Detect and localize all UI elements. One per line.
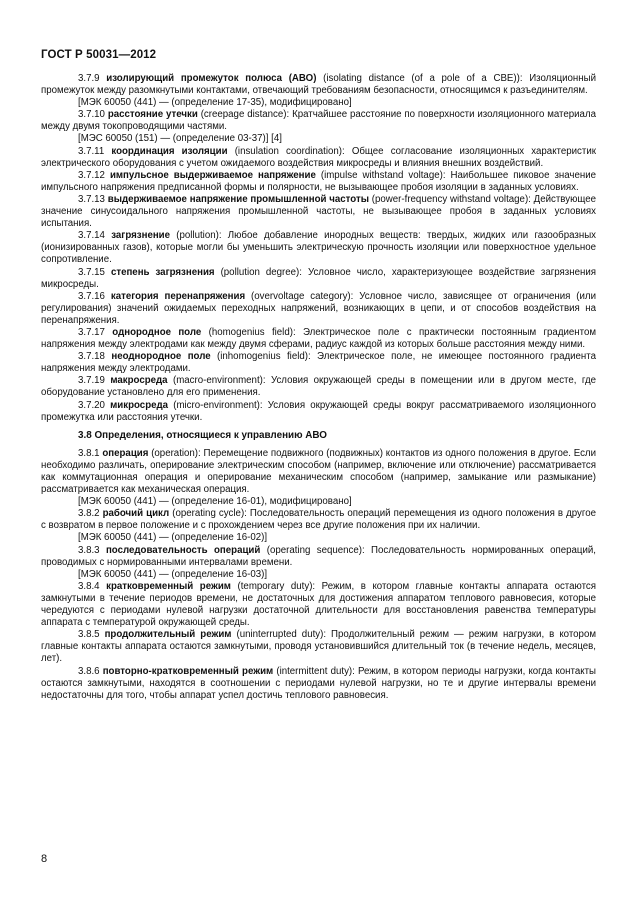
definition-number: 3.7.12 [78,169,105,181]
definition-text: (homogenius field): Электрическое поле с практически постоянным градиентом напряжения между электродами как между двумя сферами, радиус каждой из которых больше расстояния между ними. [41,326,596,351]
definition-term: изолирующий промежуток полюса (АВО) [106,73,317,84]
definition-number: 3.8.6 [78,665,100,677]
definition-3-8-2 [41,508,596,532]
definition-reference: [МЭК 60050 (441) — (определение 17-35), модифицировано] [78,97,352,109]
definition-text: (operation): Перемещение подвижного (подвижных) контактов из одного положения в другое. Если необходимо различать, оперирование электрическим способом (например, включение или отключение) рассматривается как коммутационная операция и оперирование механическим способом (например, замыкание или размыкание) рассматривается как механическая операция. [41,447,597,496]
definition-number: 3.8.4 [78,580,100,592]
definition-term: микросреда [110,399,169,411]
definitions-list-3-7 [41,73,596,424]
definition-text: (intermittent duty): Режим, в котором периоды нагрузки, когда контакты остаются замкнутыми, находятся в соотношении с периодами нулевой нагрузки, но те и другие интервалы времени недостаточны для того, чтобы аппарат успел достичь теплового равновесия. [41,665,596,701]
definition-3-7-10 [41,109,596,133]
definition-3-8-3 [41,545,596,569]
definition-number: 3.8.3 [78,544,100,556]
page-number: 8 [41,853,48,865]
definition-reference: [МЭС 60050 (151) — (определение 03-37)] [4] [78,133,282,145]
definition-reference: [МЭК 60050 (441) — (определение 16-02)] [78,532,268,544]
definition-term: неоднородное поле [111,351,211,363]
definition-number: 3.7.18 [78,351,105,363]
definitions-3-7 [41,73,596,424]
definition-term: категория перенапряжения [110,290,246,302]
definition-3-7-20 [41,400,596,424]
definition-number: 3.7.9 [78,73,100,84]
definition-number: 3.8.5 [78,629,100,641]
section-heading-3-8: 3.8 Определения, относящиеся к управлению АВО [78,429,327,441]
definition-3-7-13 [41,194,596,230]
definition-term: последовательность операций [105,544,261,556]
definition-3-8-5 [41,629,596,665]
definition-text: (impulse withstand voltage): Наибольшее пиковое значение импульсного напряжения предписанной формы и полярности, не вызывающее пробоя изоляции в заданных условиях. [41,169,596,193]
definition-number: 3.7.11 [78,145,105,157]
definitions-3-8 [41,448,596,702]
document-body [41,73,596,702]
definition-3-8-4 [41,581,596,629]
definition-text: (pollution): Любое добавление инородных веществ: твердых, жидких или газообразных (ионизированных газов), которые могли бы уменьшить электрическую прочность изоляции или поверхностное удельное сопротивление. [41,230,596,266]
definition-3-7-14 [41,230,596,266]
definition-3-7-12 [41,170,596,194]
definition-text: (temporary duty): Режим, в котором главные контакты аппарата остаются замкнутыми в течение периодов времени, не достаточных для достижения аппаратом теплового равновесия, которые чередуются с периодами нулевой нагрузки достаточной длительности для восстановления равенства температуры аппарата с температурой окружающей среды. [41,580,596,629]
definition-3-7-11 [41,146,596,170]
definition-text: (uninterrupted duty): Продолжительный режим — режим нагрузки, в котором главные контакты аппарата остаются замкнутыми, проводя установившийся длительный ток (в течение недель, месяцев, лет). [41,629,596,665]
definition-text: (inhomogenius field): Электрическое поле, не имеющее постоянного градиента напряжения между электродами. [41,351,596,375]
definition-number: 3.7.13 [78,193,105,205]
definition-term: продолжительный режим [104,629,232,641]
definition-number: 3.7.10 [78,109,105,121]
definition-number: 3.8.1 [78,447,100,459]
definition-text: (micro-environment): Условия окружающей среды вокруг рассматриваемого изоляционного промежутка или расстояния утечки. [41,399,596,423]
definition-term: расстояние утечки [107,109,198,121]
definition-reference: [МЭК 60050 (441) — (определение 16-03)] [78,568,268,580]
document-code-header: ГОСТ Р 50031—2012 [41,49,157,61]
definition-3-7-17 [41,327,596,351]
definition-term: макросреда [110,375,168,387]
definition-number: 3.7.14 [78,230,105,242]
definition-term: кратковременный режим [106,580,231,592]
definition-3-7-16 [41,291,596,327]
definition-term: рабочий цикл [102,508,170,520]
definition-number: 3.8.2 [78,508,100,520]
definition-term: однородное поле [112,326,202,338]
definition-term: повторно-кратковременный режим [102,665,274,677]
definition-text: (creepage distance): Кратчайшее расстояние по поверхности изоляционного материала между двумя токопроводящими частями. [41,109,596,133]
definition-3-7-18 [41,351,596,375]
definition-term: загрязнение [111,230,171,242]
definition-text: (isolating distance (of a pole of a CBE)): Изоляционный промежуток между разомкнутыми контактами, отвечающий требованиям безопасности, относящимся к разъединителям. [41,73,597,97]
definition-3-7-19 [41,375,596,399]
definition-3-8-6 [41,666,596,702]
definition-text: (power-frequency withstand voltage): Действующее значение синусоидального напряжения промышленной частоты, не вызывающее пробоя в заданных условиях испытания. [41,193,596,230]
definition-term: выдерживаемое напряжение промышленной частоты [107,193,369,205]
definition-term: координация изоляции [111,145,228,157]
definition-3-7-9 [41,73,596,97]
definition-number: 3.7.17 [78,326,105,338]
definition-text: (operating sequence): Последовательность нормированных операций, проводимых с нормированными интервалами времени. [41,544,596,568]
definition-text: (macro-environment): Условия окружающей среды в помещении или в другом месте, где оборудование установлено для его применения. [41,375,596,399]
definition-text: (overvoltage category): Условное число, зависящее от ограничения (или регулирования) значений ожидаемых переходных напряжений, возникающих в цепи, и от способов воздействия на перенапряжения. [41,290,596,326]
definition-term: степень загрязнения [110,266,215,278]
definition-3-8-1 [41,448,596,496]
definition-term: импульсное выдерживаемое напряжение [109,169,316,181]
definition-reference: [МЭК 60050 (441) — (определение 16-01), модифицировано] [78,496,352,508]
definition-text: (operating cycle): Последовательность операций перемещения из одного положения в другое с возвратом в первое положение и с прохождением через все другие положения при их наличии. [41,508,596,532]
definition-text: (insulation coordination): Общее согласование изоляционных характеристик электрического оборудования с учетом ожидаемого воздействия микросреды и влияния внешних воздействий. [41,145,596,169]
definition-number: 3.7.15 [78,266,105,278]
definition-number: 3.7.19 [78,375,105,387]
definition-number: 3.7.20 [78,399,105,411]
definition-3-7-15 [41,267,596,291]
definition-text: (pollution degree): Условное число, характеризующее воздействие загрязнения микросреды. [41,266,596,290]
definition-term: операция [102,447,149,459]
definition-number: 3.7.16 [78,290,105,302]
